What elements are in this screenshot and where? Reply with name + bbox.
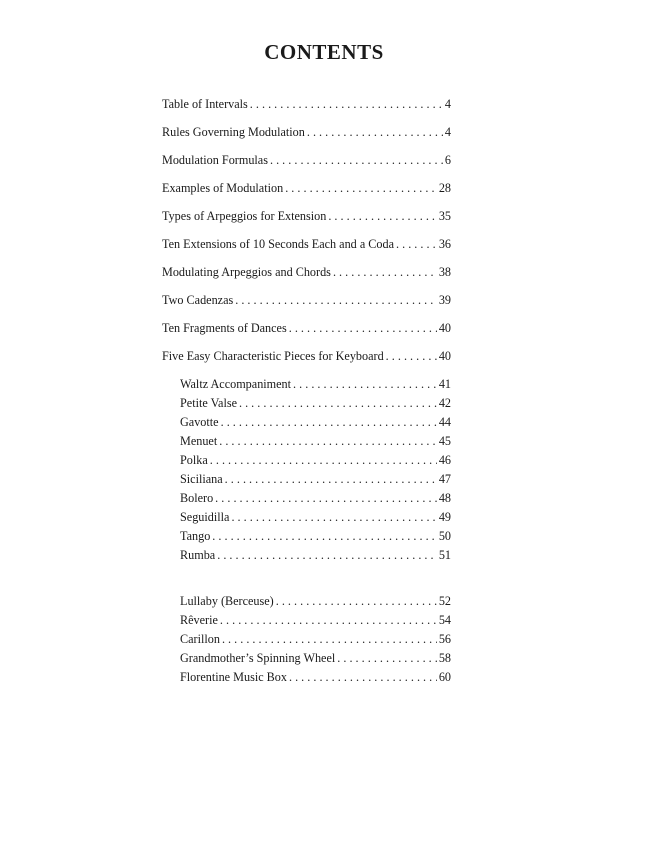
toc-subentry-tango[interactable] <box>180 528 451 544</box>
toc-subentry-seguidilla[interactable] <box>180 509 451 525</box>
toc-entry-label: Rules Governing Modulation <box>162 125 305 139</box>
toc-entry-page: 28 <box>438 181 451 195</box>
dot-leader <box>270 152 443 168</box>
toc-entry-label: Petite Valse <box>180 396 237 410</box>
toc-entry-label: Ten Extensions of 10 Seconds Each and a Coda <box>162 237 395 251</box>
toc-entry-modulating-arpeggios[interactable] <box>162 264 451 280</box>
toc-subentry-spinning-wheel[interactable] <box>180 650 451 666</box>
dot-leader <box>239 395 437 411</box>
toc-entry-label: Carillon <box>180 632 220 646</box>
toc-entry-rules-governing-modulation[interactable] <box>162 124 451 140</box>
toc-entry-label: Tango <box>180 529 211 543</box>
toc-entry-label: Ten Fragments of Dances <box>162 321 287 335</box>
toc-subentry-carillon[interactable] <box>180 631 451 647</box>
dot-leader <box>215 490 437 506</box>
dot-leader <box>217 547 437 563</box>
dot-leader <box>212 528 437 544</box>
toc-entry-label: Two Cadenzas <box>162 293 234 307</box>
toc-subentry-bolero[interactable] <box>180 490 451 506</box>
toc-entry-label: Five Easy Characteristic Pieces for Keyboard <box>162 349 384 363</box>
toc-entry-page: 39 <box>438 293 451 307</box>
toc-entry-page: 42 <box>438 396 451 410</box>
dot-leader <box>386 348 437 364</box>
toc-entry-two-cadenzas[interactable] <box>162 292 451 308</box>
toc-entry-label: Examples of Modulation <box>162 181 284 195</box>
toc-entry-label: Menuet <box>180 434 218 448</box>
toc-entry-page: 40 <box>438 349 451 363</box>
dot-leader <box>289 669 437 685</box>
toc-entry-page: 58 <box>438 651 451 665</box>
dot-leader <box>333 264 437 280</box>
toc-entry-page: 45 <box>438 434 451 448</box>
toc-subentry-reverie[interactable] <box>180 612 451 628</box>
toc-entry-label: Rêverie <box>180 613 218 627</box>
toc-entry-table-of-intervals[interactable] <box>162 96 451 112</box>
toc-entry-label: Types of Arpeggios for Extension <box>162 209 327 223</box>
dot-leader <box>231 509 436 525</box>
toc-subentry-siciliana[interactable] <box>180 471 451 487</box>
toc-entry-page: 40 <box>438 321 451 335</box>
toc-entry-examples-of-modulation[interactable] <box>162 180 451 196</box>
toc-subentry-lullaby[interactable] <box>180 593 451 609</box>
dot-leader <box>337 650 437 666</box>
toc-entry-label: Lullaby (Berceuse) <box>180 594 274 608</box>
toc-entry-label: Bolero <box>180 491 214 505</box>
toc-entry-label: Modulation Formulas <box>162 153 268 167</box>
toc-entry-label: Florentine Music Box <box>180 670 287 684</box>
toc-subentry-waltz-accompaniment[interactable] <box>180 376 451 392</box>
toc-entry-ten-extensions[interactable] <box>162 236 451 252</box>
toc-subentry-florentine-music-box[interactable] <box>180 669 451 685</box>
dot-leader <box>293 376 437 392</box>
dot-leader <box>250 96 443 112</box>
toc-entry-label: Seguidilla <box>180 510 230 524</box>
dot-leader <box>396 236 437 252</box>
toc-entry-page: 48 <box>438 491 451 505</box>
dot-leader <box>285 180 437 196</box>
toc-entry-label: Gavotte <box>180 415 219 429</box>
toc-entry-page: 51 <box>438 548 451 562</box>
toc-subentry-menuet[interactable] <box>180 433 451 449</box>
toc-entry-page: 4 <box>444 97 451 111</box>
dot-leader <box>289 320 437 336</box>
dot-leader <box>222 631 437 647</box>
toc-entry-page: 52 <box>438 594 451 608</box>
toc-entry-page: 35 <box>438 209 451 223</box>
dot-leader <box>276 593 437 609</box>
toc-entry-types-of-arpeggios[interactable] <box>162 208 451 224</box>
toc-subentry-polka[interactable] <box>180 452 451 468</box>
toc-entry-page: 46 <box>438 453 451 467</box>
toc-entry-five-easy-pieces[interactable] <box>162 348 451 364</box>
dot-leader <box>307 124 443 140</box>
dot-leader <box>235 292 437 308</box>
toc-subentry-petite-valse[interactable] <box>180 395 451 411</box>
toc-entry-page: 60 <box>438 670 451 684</box>
dot-leader <box>221 414 437 430</box>
toc-entry-label: Grandmother’s Spinning Wheel <box>180 651 336 665</box>
dot-leader <box>219 433 437 449</box>
toc-entry-page: 6 <box>444 153 451 167</box>
dot-leader <box>210 452 437 468</box>
toc-subentry-rumba[interactable] <box>180 547 451 563</box>
toc-entry-page: 38 <box>438 265 451 279</box>
toc-entry-label: Siciliana <box>180 472 223 486</box>
toc-entry-page: 44 <box>438 415 451 429</box>
toc-entry-page: 54 <box>438 613 451 627</box>
toc-entry-label: Modulating Arpeggios and Chords <box>162 265 331 279</box>
dot-leader <box>225 471 437 487</box>
dot-leader <box>220 612 437 628</box>
toc-entry-page: 41 <box>438 377 451 391</box>
toc-entry-page: 56 <box>438 632 451 646</box>
toc-entry-page: 50 <box>438 529 451 543</box>
toc-subentry-gavotte[interactable] <box>180 414 451 430</box>
toc-entry-label: Polka <box>180 453 208 467</box>
toc-entry-page: 36 <box>438 237 451 251</box>
toc-entry-page: 49 <box>438 510 451 524</box>
toc-entry-label: Waltz Accompaniment <box>180 377 292 391</box>
toc-entry-page: 47 <box>438 472 451 486</box>
toc-entry-ten-fragments[interactable] <box>162 320 451 336</box>
toc-entry-label: Rumba <box>180 548 216 562</box>
dot-leader <box>328 208 436 224</box>
page-title: CONTENTS <box>264 40 384 64</box>
toc-entry-page: 4 <box>444 125 451 139</box>
toc-entry-modulation-formulas[interactable] <box>162 152 451 168</box>
toc-entry-label: Table of Intervals <box>162 97 248 111</box>
